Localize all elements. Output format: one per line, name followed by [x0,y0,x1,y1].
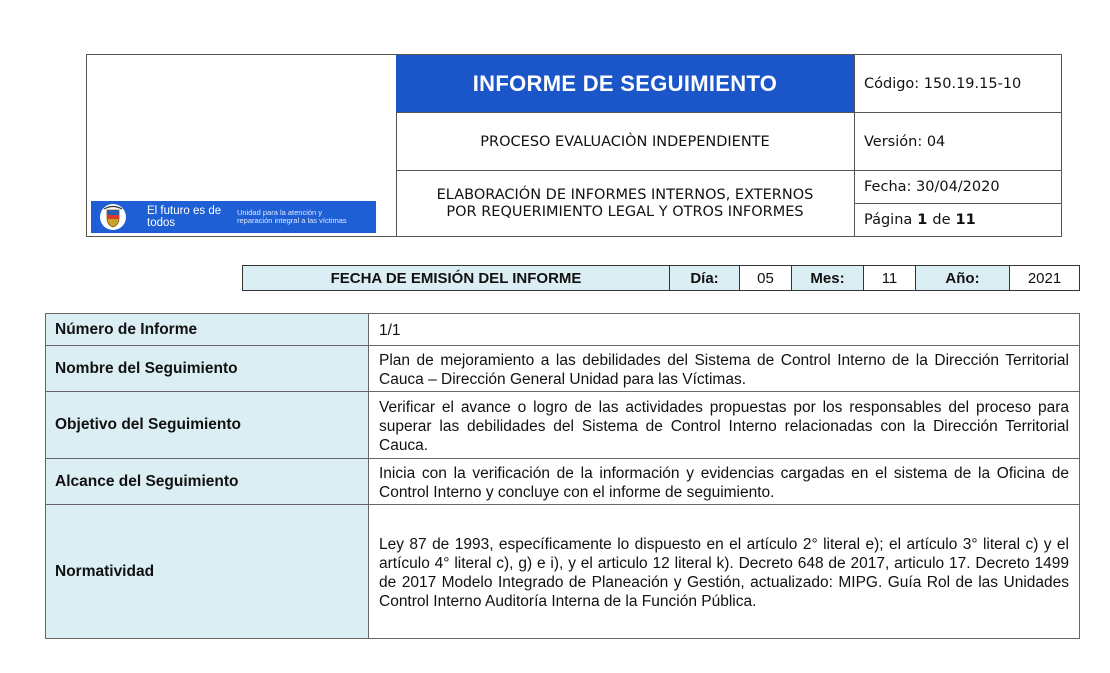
row-value-text: Verificar el avance o logro de las actividades propuestas por los responsables del proceso para superar las debilidades del Sistema de Control Interno relacionadas con la Dirección Territorial Cauca. [379,398,1069,454]
page-total: 11 [955,212,976,228]
row-value [369,346,1079,391]
row-value-text: Plan de mejoramiento a las debilidades del Sistema de Control Interno de la Dirección Territorial Cauca – Dirección General Unidad para las Víctimas. [379,351,1069,388]
row-label: Alcance del Seguimiento [46,459,369,504]
row-value [369,505,1079,638]
table-row [46,504,1079,638]
subprocess-cell [396,170,854,237]
row-label: Nombre del Seguimiento [46,346,369,391]
page-current: 1 [917,212,928,228]
page-indicator [855,203,1062,236]
row-value [369,392,1079,458]
table-row [46,391,1079,458]
row-label: Objetivo del Seguimiento [46,392,369,458]
month-value: 11 [863,266,915,290]
document-code: Código: 150.19.15-10 [864,75,1022,92]
day-label: Día: [669,266,739,290]
logo-cell [87,55,397,236]
year-label: Año: [915,266,1009,290]
document-header [86,54,1062,237]
day-value: 05 [739,266,791,290]
month-label: Mes: [791,266,863,290]
emission-date-bar [242,265,1080,291]
row-value [369,459,1079,504]
process-name: PROCESO EVALUACIÒN INDEPENDIENTE [396,112,854,171]
subprocess-name: ELABORACIÓN DE INFORMES INTERNOS, EXTERNOS POR REQUERIMIENTO LEGAL Y OTROS INFORMES [436,187,814,220]
table-row [46,458,1079,504]
document-version: Versión: 04 [855,112,1062,170]
row-value-text: 1/1 [379,322,401,339]
page-prefix: Página [864,212,913,228]
table-row [46,345,1079,391]
row-value-text: Ley 87 de 1993, específicamente lo dispuesto en el artículo 2° literal e); el artículo 3° literal c) y el artículo 4° literal c), g) e i), y el articulo 12 literal k). Decreto 648 de 2017, articulo 17. Decreto 1499 de 2017 Modelo Integrado de Planeación y Gestión, actualizado: MIPG. Guía Rol de las Unidades Control Interno Auditoría Interna de la Función Pública. [379,535,1069,610]
header-meta [854,55,1062,236]
logo-main-text: El futuro es de todos [147,205,222,229]
colombia-coat-of-arms-icon [99,203,127,231]
report-title: INFORME DE SEGUIMIENTO [396,55,854,112]
header-center [396,55,854,236]
page-of: de [932,212,951,228]
row-value [369,314,1079,345]
document-date: Fecha: 30/04/2020 [855,170,1062,203]
year-value: 2021 [1009,266,1079,290]
institution-logo [91,201,376,233]
row-label: Número de Informe [46,314,369,345]
row-value-text: Inicia con la verificación de la información y evidencias cargadas en el sistema de la Oficina de Control Interno y concluye con el informe de seguimiento. [379,464,1069,501]
report-info-table [45,313,1080,639]
logo-sub-text: Unidad para la atención y reparación integral a las víctimas [237,208,347,225]
emission-label: FECHA DE EMISIÓN DEL INFORME [330,269,582,287]
row-label: Normatividad [46,505,369,638]
table-row [46,314,1079,345]
